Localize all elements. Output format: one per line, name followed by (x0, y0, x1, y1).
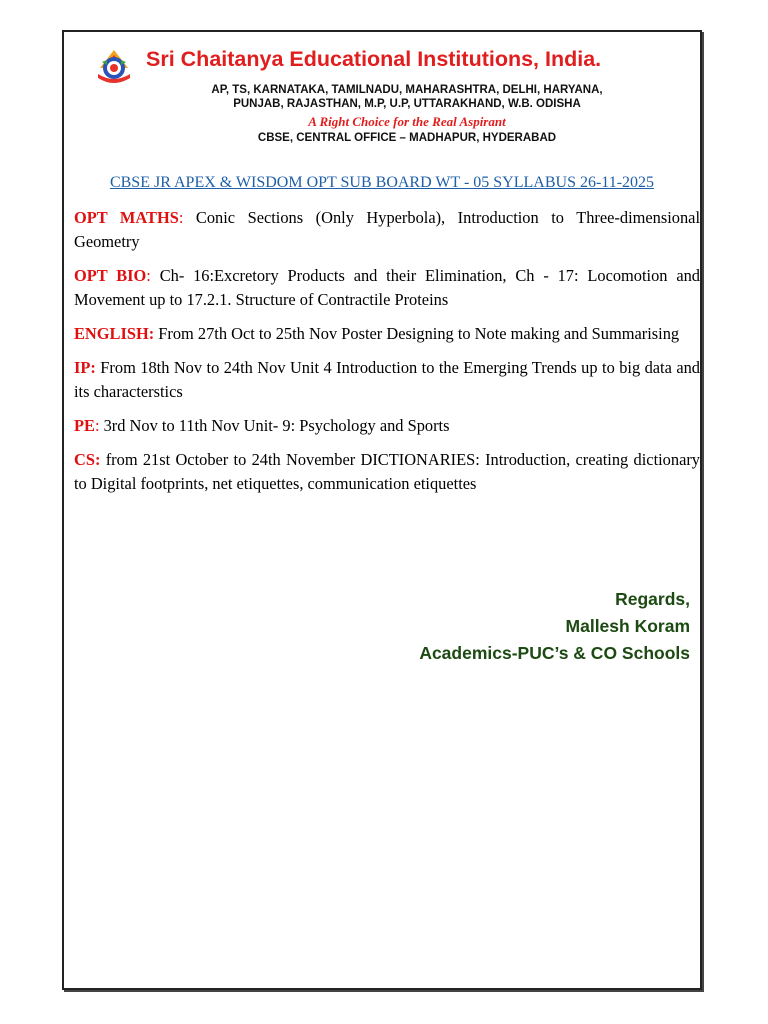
syllabus-entry-english (74, 322, 700, 346)
regards-text: Regards, (615, 589, 690, 609)
letterhead (64, 32, 700, 152)
subject-separator: : (94, 416, 100, 435)
subject-label: OPT BIO (74, 266, 147, 285)
signature-block (419, 586, 690, 667)
document-page (62, 30, 702, 990)
institution-name: Sri Chaitanya Educational Institutions, India. (146, 47, 602, 71)
subject-label: CS: (74, 450, 101, 469)
signatory-name: Mallesh Koram (565, 616, 690, 636)
syllabus-list (74, 206, 700, 506)
syllabus-text: Conic Sections (Only Hyperbola), Introduction to Three-dimensional Geometry (74, 208, 700, 251)
syllabus-entry-pe (74, 414, 700, 438)
syllabus-entry-ip (74, 356, 700, 404)
subject-separator: : (146, 266, 151, 285)
subject-label: ENGLISH: (74, 324, 155, 343)
syllabus-text: 3rd Nov to 11th Nov Unit- 9: Psychology and Sports (99, 416, 450, 435)
syllabus-entry-cs (74, 448, 700, 496)
tagline: A Right Choice for the Real Aspirant (308, 114, 506, 129)
syllabus-entry-opt-maths (74, 206, 700, 254)
subject-label: OPT MATHS (74, 208, 179, 227)
subject-separator: : (178, 208, 184, 227)
signatory-role: Academics-PUC’s & CO Schools (419, 643, 690, 663)
school-emblem-icon (94, 44, 134, 84)
syllabus-text: From 18th Nov to 24th Nov Unit 4 Introduction to the Emerging Trends up to big data and its characterstics (74, 358, 700, 401)
syllabus-entry-opt-bio (74, 264, 700, 312)
syllabus-text: Ch- 16:Excretory Products and their Elimination, Ch - 17: Locomotion and Movement up to 17.2.1. Structure of Contractile Proteins (74, 266, 700, 309)
states-line-1: AP, TS, KARNATAKA, TAMILNADU, MAHARASHTRA, DELHI, HARYANA, (211, 84, 603, 96)
syllabus-text: From 27th Oct to 25th Nov Poster Designing to Note making and Summarising (154, 324, 680, 343)
states-line-2: PUNJAB, RAJASTHAN, M.P, U.P, UTTARAKHAND, W.B. ODISHA (233, 98, 581, 110)
office-address: CBSE, CENTRAL OFFICE – MADHAPUR, HYDERABAD (257, 132, 557, 144)
syllabus-text: from 21st October to 24th November DICTIONARIES: Introduction, creating dictionary to Digital footprints, net etiquettes, communication etiquettes (74, 450, 700, 493)
subject-label: PE (74, 416, 95, 435)
syllabus-title: CBSE JR APEX & WISDOM OPT SUB BOARD WT - 05 SYLLABUS 26-11-2025 (109, 174, 655, 191)
subject-label: IP: (74, 358, 96, 377)
